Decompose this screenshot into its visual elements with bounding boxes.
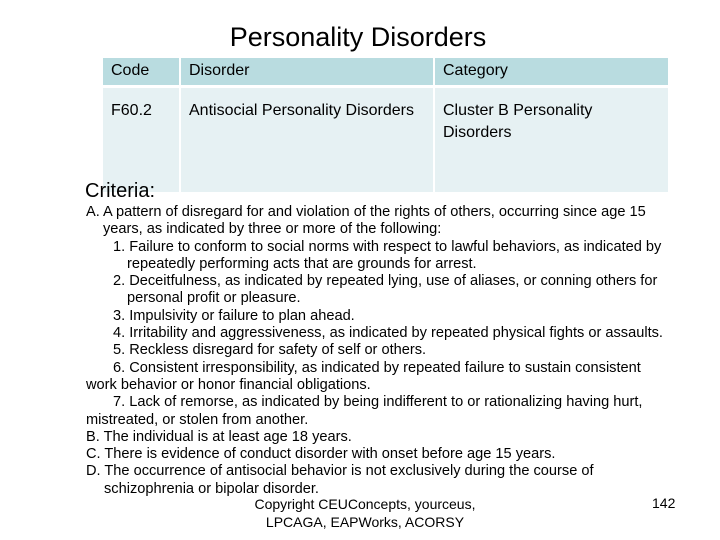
slide-title: Personality Disorders — [229, 22, 487, 52]
copyright-footer: Copyright CEUConcepts, yourceus, LPCAGA, EAPWorks, ACORSY — [254, 496, 476, 530]
table-row — [103, 87, 669, 193]
cell-code: F60.2 — [103, 87, 180, 193]
criterion-a-2: 2. Deceitfulness, as indicated by repeated lying, use of aliases, or conning others for personal profit or pleasure. — [113, 273, 658, 307]
column-header-code: Code — [103, 58, 180, 87]
cell-disorder: Antisocial Personality Disorders — [180, 87, 434, 193]
cell-category: Cluster B Personality Disorders — [434, 87, 669, 193]
disorder-table — [103, 58, 670, 192]
criterion-a-1: 1. Failure to conform to social norms with respect to lawful behaviors, as indicated by repeatedly performing acts that are grounds for arrest. — [113, 238, 662, 272]
table-header-row — [103, 58, 669, 87]
criterion-a-5: 5. Reckless disregard for safety of self or others. — [113, 342, 427, 359]
criterion-d: D. The occurrence of antisocial behavior is not exclusively during the course of schizophrenia or bipolar disorder. — [86, 463, 594, 497]
criteria-list — [86, 204, 666, 498]
criterion-a-6: 6. Consistent irresponsibility, as indicated by repeated failure to sustain consistent work behavior or honor financial obligations. — [86, 359, 641, 393]
criteria-heading: Criteria: — [85, 180, 156, 202]
column-header-disorder: Disorder — [180, 58, 434, 87]
criterion-a: A. A pattern of disregard for and violation of the rights of others, occurring since age 15 years, as indicated by three or more of the following: — [86, 204, 646, 238]
criterion-a-3: 3. Impulsivity or failure to plan ahead. — [113, 307, 355, 324]
criterion-a-4: 4. Irritability and aggressiveness, as indicated by repeated physical fights or assaults. — [113, 325, 663, 342]
criterion-c: C. There is evidence of conduct disorder with onset before age 15 years. — [86, 446, 556, 463]
criterion-b: B. The individual is at least age 18 years. — [86, 428, 352, 445]
column-header-category: Category — [434, 58, 669, 87]
criterion-a-7: 7. Lack of remorse, as indicated by being indifferent to or rationalizing having hurt, mistreated, or stolen from another. — [86, 394, 643, 428]
page-number: 142 — [652, 495, 676, 511]
